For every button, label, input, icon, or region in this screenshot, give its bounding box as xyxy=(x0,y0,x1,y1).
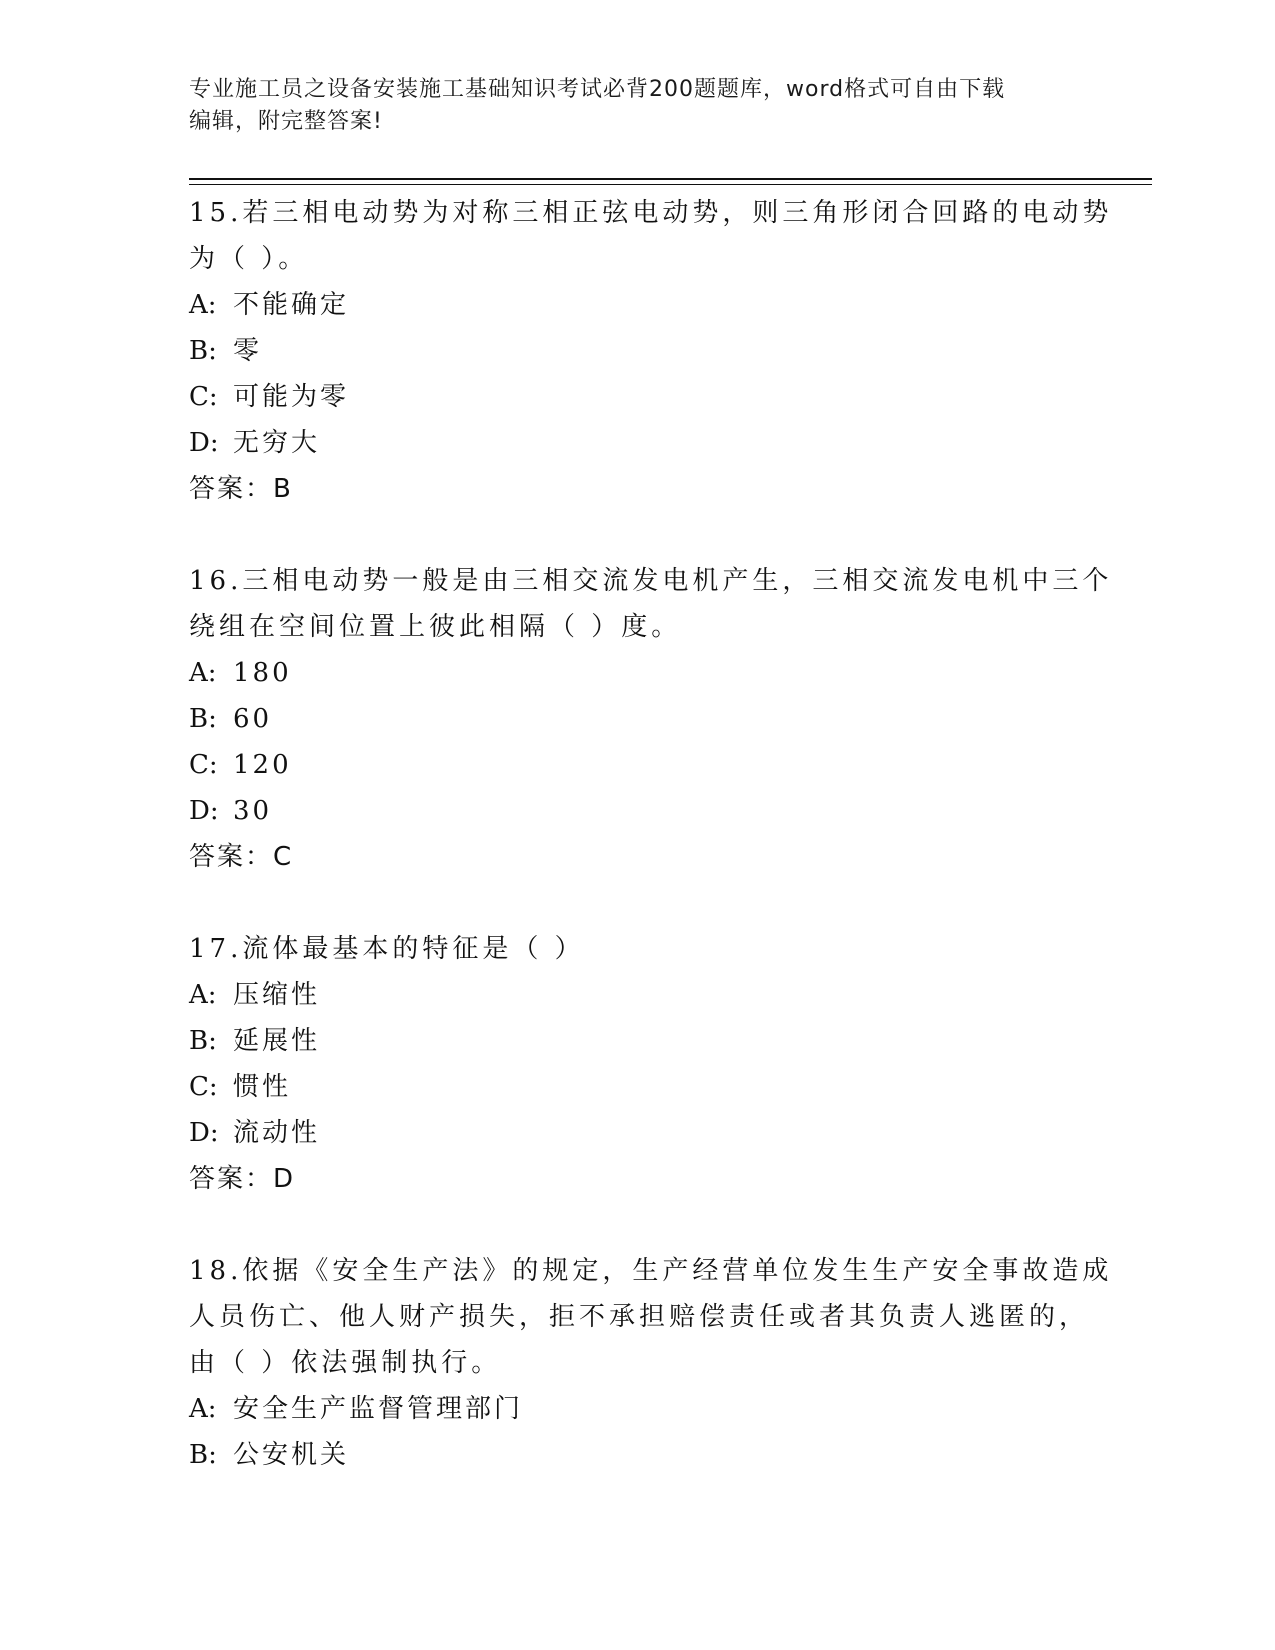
answer-option xyxy=(189,420,1089,466)
question-stem-line: 绕组在空间位置上彼此相隔（ ）度。 xyxy=(189,612,682,642)
answer-option xyxy=(189,1064,1089,1110)
option-letter: A: xyxy=(189,290,217,320)
option-text: 180 xyxy=(233,658,292,688)
option-letter: B: xyxy=(189,704,217,734)
option-text: 无穷大 xyxy=(233,428,321,458)
option-text: 零 xyxy=(233,336,263,366)
option-letter: B: xyxy=(189,1026,217,1056)
option-letter: D: xyxy=(189,1118,219,1148)
header-divider-thin xyxy=(189,184,1152,185)
question-stem xyxy=(189,558,1113,650)
answer-key: 答案：B xyxy=(189,474,293,504)
header-line-2: 编辑，附完整答案! xyxy=(189,109,383,134)
question-stem-line: 18.依据《安全生产法》的规定，生产经营单位发生生产安全事故造成 xyxy=(189,1256,1113,1286)
answer-key: 答案：D xyxy=(189,1164,296,1194)
header-divider-thick xyxy=(189,178,1152,180)
answer-option xyxy=(189,282,1089,328)
question-stem xyxy=(189,1248,1113,1386)
option-letter: D: xyxy=(189,796,219,826)
question-block xyxy=(189,558,1113,880)
option-text: 惯性 xyxy=(233,1072,292,1102)
option-letter: C: xyxy=(189,382,218,412)
option-letter: A: xyxy=(189,1394,217,1424)
option-letter: A: xyxy=(189,980,217,1010)
answer-option xyxy=(189,696,1089,742)
option-text: 不能确定 xyxy=(233,290,350,320)
answer-option xyxy=(189,1386,1089,1432)
answer-option xyxy=(189,1110,1089,1156)
question-stem-line: 16.三相电动势一般是由三相交流发电机产生，三相交流发电机中三个 xyxy=(189,566,1113,596)
question-block xyxy=(189,926,1089,1202)
option-letter: B: xyxy=(189,336,217,366)
question-stem-line: 17.流体最基本的特征是（ ） xyxy=(189,934,585,964)
option-text: 延展性 xyxy=(233,1026,321,1056)
answer-option xyxy=(189,1432,1089,1478)
question-stem-line: 为（ ）。 xyxy=(189,244,309,274)
option-text: 安全生产监督管理部门 xyxy=(233,1394,524,1424)
option-text: 可能为零 xyxy=(233,382,350,412)
question-stem-line: 15.若三相电动势为对称三相正弦电动势，则三角形闭合回路的电动势 xyxy=(189,198,1113,228)
option-text: 120 xyxy=(233,750,292,780)
question-stem-line: 由（ ）依法强制执行。 xyxy=(189,1348,502,1378)
answer-key: 答案：C xyxy=(189,842,294,872)
answer-option xyxy=(189,374,1089,420)
answer-option xyxy=(189,650,1089,696)
header-line-1: 专业施工员之设备安装施工基础知识考试必背200题题库，word格式可自由下载 xyxy=(189,77,1006,102)
document-header xyxy=(189,74,1079,138)
answer-option xyxy=(189,1018,1089,1064)
question-stem xyxy=(189,190,1113,282)
option-letter: A: xyxy=(189,658,217,688)
answer-option xyxy=(189,788,1089,834)
answer-option xyxy=(189,328,1089,374)
answer-option xyxy=(189,972,1089,1018)
option-text: 30 xyxy=(233,796,273,826)
option-text: 压缩性 xyxy=(233,980,321,1010)
question-stem-line: 人员伤亡、他人财产损失，拒不承担赔偿责任或者其负责人逃匿的， xyxy=(189,1302,1090,1332)
question-list xyxy=(189,190,1113,1524)
option-text: 流动性 xyxy=(233,1118,321,1148)
option-text: 60 xyxy=(233,704,273,734)
answer-option xyxy=(189,742,1089,788)
option-letter: C: xyxy=(189,1072,218,1102)
question-block xyxy=(189,1248,1113,1478)
question-block xyxy=(189,190,1113,512)
option-text: 公安机关 xyxy=(233,1440,350,1470)
question-stem xyxy=(189,926,1089,972)
option-letter: B: xyxy=(189,1440,217,1470)
option-letter: C: xyxy=(189,750,218,780)
option-letter: D: xyxy=(189,428,219,458)
